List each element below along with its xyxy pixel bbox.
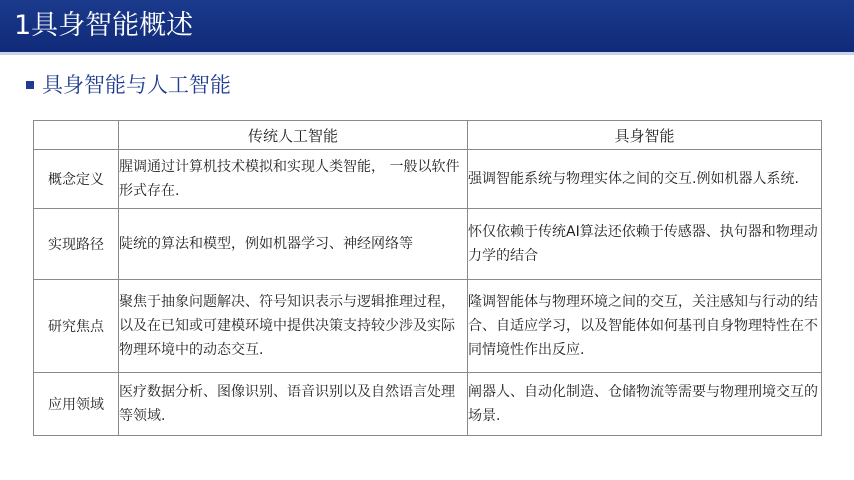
embodied-cell: 怀仅依赖于传统AI算法还依赖于传感器、执句器和物理动力学的结合 <box>468 209 822 280</box>
table-row <box>34 150 822 209</box>
row-label: 概念定义 <box>34 150 119 209</box>
table-row <box>34 280 822 373</box>
row-label: 应用领域 <box>34 373 119 436</box>
embodied-cell: 强调智能系统与物理实体之间的交互.例如机器人系统. <box>468 150 822 209</box>
row-label: 实现路径 <box>34 209 119 280</box>
header-cell-empty <box>34 121 119 150</box>
table-row <box>34 373 822 436</box>
row-label: 研究焦点 <box>34 280 119 373</box>
slide-title: 1具身智能概述 <box>14 10 194 41</box>
table-row <box>34 209 822 280</box>
traditional-cell: 陡统的算法和模型，例如机器学习、神经网络等 <box>119 209 468 280</box>
traditional-cell: 医疗数据分析、图像识别、语音识别以及自然语言处理等领域. <box>119 373 468 436</box>
header-cell-traditional-ai: 传统人工智能 <box>119 121 468 150</box>
embodied-cell: 隆调智能体与物理环境之间的交互，关注感知与行动的结合、自适应学习，以及智能体如何基刊自身物理特性在不同情境性作出反应. <box>468 280 822 373</box>
comparison-table <box>33 120 822 436</box>
section-heading <box>26 70 231 100</box>
traditional-cell: 腥调通过计算机技术模拟和实现人类智能， 一般以软件形式存在. <box>119 150 468 209</box>
title-bar <box>0 0 854 52</box>
title-bar-accent <box>0 52 854 55</box>
traditional-cell: 聚焦于抽象问题解决、符号知识表示与逻辑推理过程，以及在已知或可建模环境中提供决策支持较少涉及实际物理环境中的动态交互. <box>119 280 468 373</box>
header-cell-embodied-ai: 具身智能 <box>468 121 822 150</box>
embodied-cell: 阐器人、自动化制造、仓储物流等需要与物理刑境交互的场景. <box>468 373 822 436</box>
section-heading-text: 具身智能与人工智能 <box>42 73 231 97</box>
table-header-row <box>34 121 822 150</box>
square-bullet-icon <box>26 81 34 89</box>
